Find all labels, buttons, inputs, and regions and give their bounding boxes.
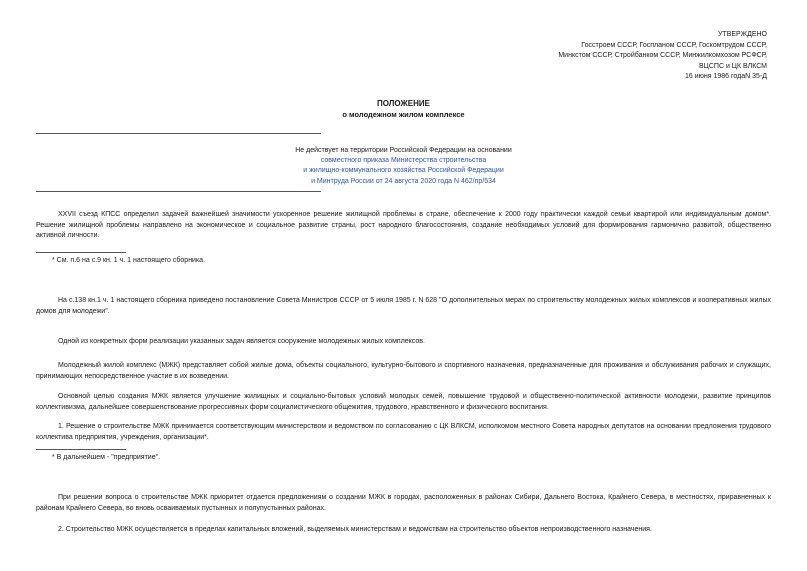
paragraph: Одной из конкретных форм реализации указанных задач является сооружение молодежных жилых комплексов. bbox=[58, 338, 425, 345]
paragraph: Молодежный жилой комплекс (МЖК) представляет собой жилые дома, объекты социального, культурно-бытового и спортивного назначения, предназначенные для проживания и обслуживания рабочих и служащих, принимающих непосредственное участие в их возведении. bbox=[36, 362, 771, 380]
document-title bbox=[0, 98, 807, 120]
paragraph: Основной целью создания МЖК является улучшение жилищных и социально-бытовых условий молодых семей, повышение трудовой и общественно-политической активности молодежи, развитие принципов коллективизма, дальнейшее совершенствование прогрессивных форм социалистического общежития, трудового, нравственного и физического воспитания. bbox=[36, 393, 771, 411]
notice-link[interactable]: и жилищно-коммунального хозяйства Российской Федерации bbox=[303, 167, 504, 175]
approval-line: Госстроем СССР, Госпланом СССР, Госкомтрудом СССР, bbox=[581, 41, 767, 49]
approval-line: УТВЕРЖДЕНО bbox=[717, 31, 767, 38]
status-notice bbox=[0, 146, 807, 187]
paragraph: На с.138 кн.1 ч. 1 настоящего сборника приведено постановление Совета Министров СССР от 5 июля 1985 г. N 628 "О дополнительных мерах по строительству молодежных жилых комплексов и кооперативных жилых домов для молодежи". bbox=[36, 297, 771, 315]
paragraph: 1. Решение о строительстве МЖК принимается соответствующим министерством и ведомством по согласованию с ЦК ВЛКСМ, исполкомом местного Совета народных депутатов на основании предложения трудового коллектива предприятия, учреждения, организации*. bbox=[36, 423, 771, 441]
paragraph: XXVII съезд КПСС определил задачей важнейшей значимости ускоренное решение жилищной проблемы в стране, обеспечение к 2000 году практически каждой семьи квартирой или индивидуальным домом*. Решение жилищной проблемы направлено на экономическое и социальное развитие страны, рост народного благосостояния, создание необходимых условий для формирования гармонично развитой, общественно активной личности. bbox=[36, 211, 771, 239]
approval-block bbox=[558, 30, 767, 83]
approval-line: 16 июня 1986 годаN 35-Д bbox=[685, 73, 767, 81]
footnote: * См. п.6 на с.9 кн. 1 ч. 1 настоящего сборника. bbox=[52, 257, 206, 264]
paragraph: При решении вопроса о строительстве МЖК приоритет отдается предложениям о создании МЖК в городах, расположенных в районах Сибири, Дальнего Востока, Крайнего Севера, в местностях, приравненных к районам Крайнего Севера, во вновь осваиваемых пустынных и полупустынных районах. bbox=[36, 494, 771, 512]
notice-link[interactable]: совместного приказа Министерства строительства bbox=[320, 157, 487, 165]
approval-line: ВЦСПС и ЦК ВЛКСМ bbox=[699, 62, 767, 70]
approval-line: Минкстом СССР, Стройбанком СССР, Минжилкомхозом РСФСР, bbox=[558, 52, 767, 60]
paragraph: 2. Строительство МЖК осуществляется в пределах капитальных вложений, выделяемых министерствам и ведомствам на строительство объектов непроизводственного назначения. bbox=[58, 526, 652, 533]
footnote-divider bbox=[36, 252, 126, 253]
footnote: * В дальнейшем - "предприятие". bbox=[52, 454, 161, 461]
divider bbox=[36, 133, 321, 134]
notice-text: Не действует на территории Российской Федерации на основании bbox=[295, 147, 512, 154]
divider bbox=[36, 191, 321, 192]
footnote-divider bbox=[36, 449, 126, 450]
title-main: ПОЛОЖЕНИЕ bbox=[377, 99, 430, 108]
title-sub: о молодежном жилом комплексе bbox=[342, 110, 465, 119]
notice-link[interactable]: и Минтруда России от 24 августа 2020 года N 462/пр/534 bbox=[311, 177, 496, 185]
